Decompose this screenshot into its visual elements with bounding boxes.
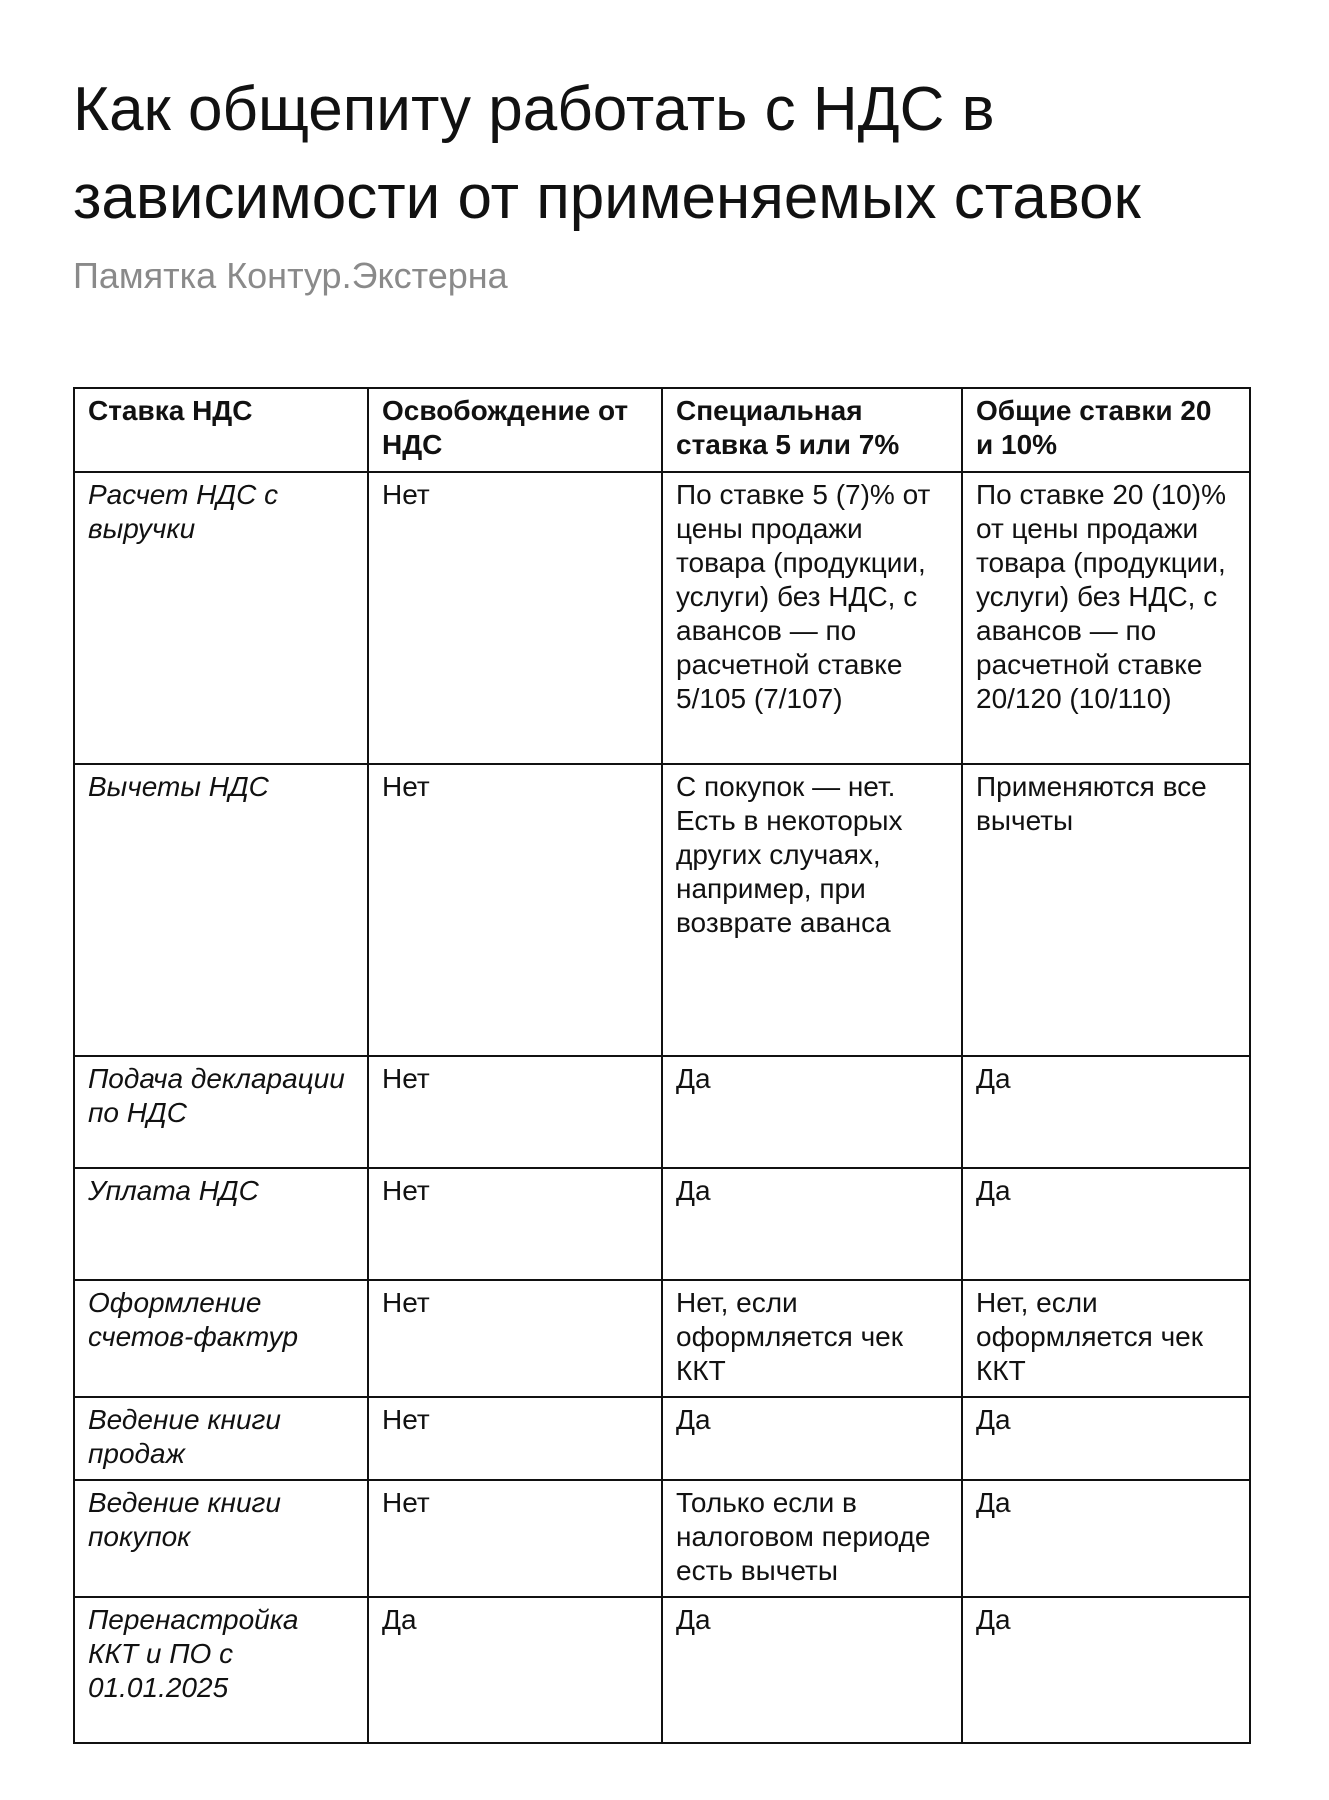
header-general-rates: Общие ставки 20 и 10% bbox=[962, 388, 1250, 472]
cell-special: С покупок — нет. Есть в некоторых других случаях, например, при возврате аванса bbox=[662, 764, 962, 1056]
row-label-invoices: Оформление счетов-фактур bbox=[74, 1280, 368, 1397]
table-row bbox=[74, 1397, 1250, 1480]
cell-exempt: Нет bbox=[368, 1280, 662, 1397]
row-label-vat-payment: Уплата НДС bbox=[74, 1168, 368, 1280]
header-exemption: Освобождение от НДС bbox=[368, 388, 662, 472]
cell-exempt: Нет bbox=[368, 472, 662, 764]
table-row bbox=[74, 1280, 1250, 1397]
table-row bbox=[74, 1597, 1250, 1743]
cell-special: Нет, если оформляется чек ККТ bbox=[662, 1280, 962, 1397]
row-label-sales-book: Ведение книги продаж bbox=[74, 1397, 368, 1480]
cell-general: Да bbox=[962, 1597, 1250, 1743]
cell-special: Да bbox=[662, 1168, 962, 1280]
row-label-kkt-reconfiguration: Перенастройка ККТ и ПО с 01.01.2025 bbox=[74, 1597, 368, 1743]
page-title: Как общепиту работать с НДС в зависимости от применяемых ставок bbox=[73, 75, 1141, 232]
row-label-purchase-book: Ведение книги покупок bbox=[74, 1480, 368, 1597]
vat-rates-table bbox=[73, 387, 1251, 1744]
cell-general: Нет, если оформляется чек ККТ bbox=[962, 1280, 1250, 1397]
cell-special: Да bbox=[662, 1597, 962, 1743]
table-row bbox=[74, 1056, 1250, 1168]
cell-general: По ставке 20 (10)% от цены продажи товара (продукции, услуги) без НДС, с авансов — по расчетной ставке 20/120 (10/110) bbox=[962, 472, 1250, 764]
table-header-row bbox=[74, 388, 1250, 472]
header-special-rate: Специальная ставка 5 или 7% bbox=[662, 388, 962, 472]
cell-exempt: Нет bbox=[368, 1056, 662, 1168]
cell-exempt: Да bbox=[368, 1597, 662, 1743]
page-subtitle: Памятка Контур.Экстерна bbox=[73, 255, 508, 296]
row-label-declaration: Подача декларации по НДС bbox=[74, 1056, 368, 1168]
cell-exempt: Нет bbox=[368, 1480, 662, 1597]
cell-special: Да bbox=[662, 1397, 962, 1480]
header-vat-rate: Ставка НДС bbox=[74, 388, 368, 472]
table-row bbox=[74, 764, 1250, 1056]
cell-exempt: Нет bbox=[368, 1397, 662, 1480]
row-label-vat-calculation: Расчет НДС с выручки bbox=[74, 472, 368, 764]
row-label-vat-deductions: Вычеты НДС bbox=[74, 764, 368, 1056]
cell-special: Только если в налоговом периоде есть вычеты bbox=[662, 1480, 962, 1597]
cell-general: Применяются все вычеты bbox=[962, 764, 1250, 1056]
table-row bbox=[74, 1168, 1250, 1280]
cell-general: Да bbox=[962, 1397, 1250, 1480]
cell-special: Да bbox=[662, 1056, 962, 1168]
cell-exempt: Нет bbox=[368, 1168, 662, 1280]
table-row bbox=[74, 472, 1250, 764]
cell-general: Да bbox=[962, 1056, 1250, 1168]
table-row bbox=[74, 1480, 1250, 1597]
cell-general: Да bbox=[962, 1168, 1250, 1280]
cell-exempt: Нет bbox=[368, 764, 662, 1056]
cell-special: По ставке 5 (7)% от цены продажи товара (продукции, услуги) без НДС, с авансов — по расчетной ставке 5/105 (7/107) bbox=[662, 472, 962, 764]
cell-general: Да bbox=[962, 1480, 1250, 1597]
